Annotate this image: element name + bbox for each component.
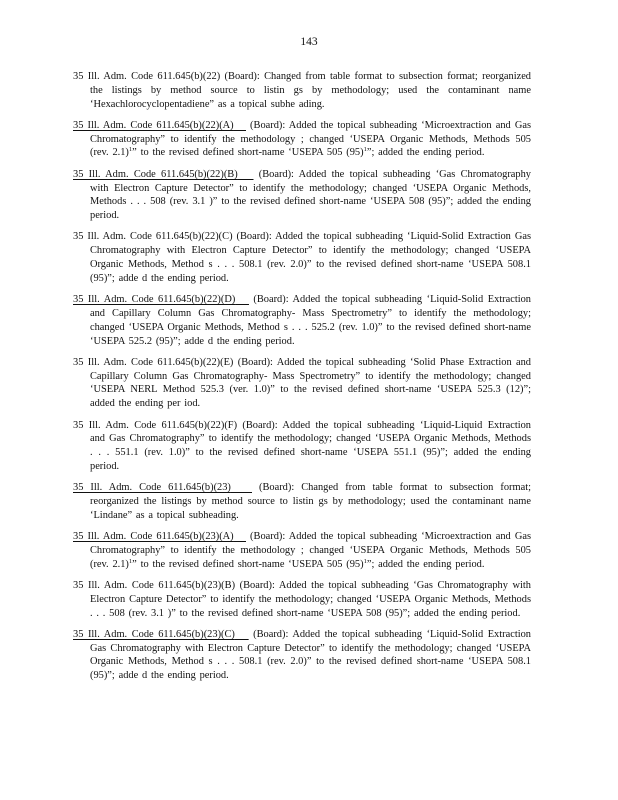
entry-citation: 35 Ill. Adm. Code 611.645(b)(22) bbox=[73, 71, 221, 82]
entry-b23 bbox=[73, 481, 531, 522]
entry-body: (Board): Changed from table format to subsection format; reorganized the listings by method source to listin gs by methodology; used the contaminant name ‘Lindane” as a topical subheading. bbox=[90, 482, 531, 521]
entry-body: (Board): Added the topical subheading ‘Liquid-Solid Extraction Gas Chromatography with Electron Capture Detector” to identify the methodology; changed ‘USEPA Organic Methods, Method s . . . 508.1 (rev. 2.0)” to the revised defined short-name ‘USEPA 508.1 (95)”; adde d the ending period. bbox=[90, 231, 532, 284]
entry-b23-b bbox=[73, 579, 531, 620]
entry-citation: 35 Ill. Adm. Code 611.645(b)(23) bbox=[73, 482, 231, 494]
entry-b22 bbox=[73, 70, 531, 111]
entry-body: (Board): Added the topical subheading ‘Liquid-Liquid Extraction and Gas Chromatography” to identify the methodology; changed ‘USEPA Organic Methods, Methods . . . 551.1 (rev. 1.0)” to the revised defined short-name ‘USEPA 551.1 (95)”; added the ending period. bbox=[90, 419, 531, 472]
entry-body: (Board): Added the topical subheading ‘Liquid-Solid Extraction and Capillary Column Gas Chromatography- Mass Spectrometry” to identify the methodology; changed ‘USEPA Organic Methods, Method s . . . 525.2 (rev. 1.0)” to the revised defined short-name ‘USEPA 525.2 (95)”; adde d the ending period. bbox=[90, 294, 531, 347]
entry-body: (Board): Added the topical subheading ‘Gas Chromatography with Electron Capture Detector” to identify the methodology; changed ‘USEPA Organic Methods, Methods . . . 508 (rev. 3.1 )” to the revised defined short-name ‘USEPA 508 (95)”; added the ending period. bbox=[90, 580, 532, 619]
entry-list bbox=[73, 70, 531, 691]
entry-b22-b bbox=[73, 168, 531, 223]
entry-body: (Board): Added the topical subheading ‘Microextraction and Gas Chromatography” to identify the methodology ; changed ‘USEPA Organic Methods, Methods 505 (rev. 2.1) bbox=[90, 119, 531, 159]
entry-citation: 35 Ill. Adm. Code 611.645(b)(22)(F) bbox=[73, 419, 238, 431]
entry-citation: 35 Ill. Adm. Code 611.645(b)(23)(B) bbox=[73, 580, 236, 591]
entry-body-end: ”; added the ending period. bbox=[366, 147, 485, 159]
entry-citation: 35 Ill. Adm. Code 611.645(b)(23)(C) bbox=[73, 628, 235, 640]
entry-citation: 35 Ill. Adm. Code 611.645(b)(23)(A) bbox=[73, 531, 234, 543]
entry-b22-f bbox=[73, 419, 531, 474]
entry-citation: 35 Ill. Adm. Code 611.645(b)(22)(D) bbox=[73, 294, 236, 306]
page-number: 143 bbox=[300, 36, 318, 48]
footnote-marker: 1 bbox=[363, 146, 367, 154]
entry-b22-a bbox=[73, 119, 531, 160]
footnote-marker: 1 bbox=[128, 557, 133, 565]
entry-citation: 35 Ill. Adm. Code 611.645(b)(22)(C) bbox=[73, 231, 233, 243]
entry-body: (Board): Added the topical subheading ‘Gas Chromatography with Electron Capture Detector” to identify the methodology; changed ‘USEPA Organic Methods, Methods . . . 508 (rev. 3.1 )” to the revised defined short-name ‘USEPA 508 (95)”; added the ending period. bbox=[90, 168, 531, 222]
entry-b22-e bbox=[73, 356, 531, 411]
entry-b22-c bbox=[73, 230, 531, 285]
entry-citation: 35 Ill. Adm. Code 611.645(b)(22)(B) bbox=[73, 168, 238, 180]
entry-b22-d bbox=[73, 293, 531, 348]
footnote-marker: 1 bbox=[128, 146, 133, 154]
entry-body: (Board): Added the topical subheading ‘Microextraction and Gas Chromatography” to identify the methodology ; changed ‘USEPA Organic Methods, Methods 505 (rev. 2.1) bbox=[90, 531, 531, 570]
entry-citation: 35 Ill. Adm. Code 611.645(b)(22)(E) bbox=[73, 356, 234, 368]
entry-body-end: ”; added the ending period. bbox=[366, 558, 485, 570]
entry-body: (Board): Changed from table format to subsection format; reorganized the listings by method source to listin gs by methodology; used the contaminant name ‘Hexachlorocyclopentadiene” as a topical subhe ading. bbox=[90, 71, 532, 110]
entry-body: (Board): Added the topical subheading ‘Solid Phase Extraction and Capillary Column Gas Chromatography- Mass Spectrometry” to identify the methodology; changed ‘USEPA NERL Method 525.3 (ver. 1.0)” to the revised defined short-name ‘USEPA 525.3 (12)”; added the ending per iod. bbox=[90, 356, 532, 410]
entry-body: (Board): Added the topical subheading ‘Liquid-Solid Extraction Gas Chromatography with Electron Capture Detector” to identify the methodology; changed ‘USEPA Organic Methods, Method s . . . 508.1 (rev. 2.0)” to the revised defined short-name ‘USEPA 508.1 (95)”; adde d the ending period. bbox=[90, 628, 531, 682]
entry-body-continued: ” to the revised defined short-name ‘USEPA 505 (95) bbox=[132, 147, 364, 159]
footnote-marker: 1 bbox=[363, 557, 367, 565]
entry-b23-c bbox=[73, 628, 531, 683]
entry-b23-a bbox=[73, 530, 531, 571]
entry-citation: 35 Ill. Adm. Code 611.645(b)(22)(A) bbox=[73, 119, 234, 131]
entry-body-continued: ” to the revised defined short-name ‘USEPA 505 (95) bbox=[132, 558, 364, 570]
